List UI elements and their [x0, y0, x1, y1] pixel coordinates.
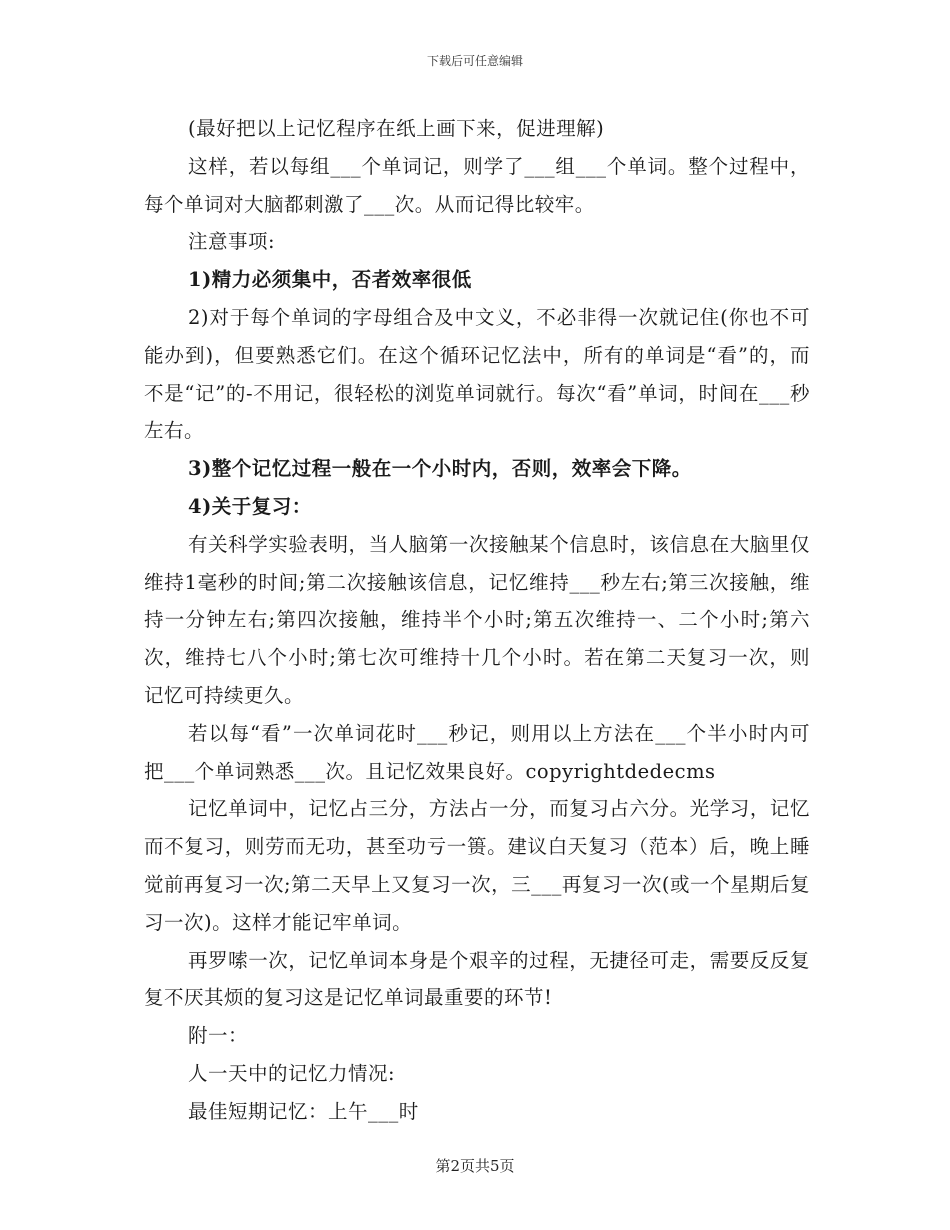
paragraph-12: 附一： — [188, 1024, 249, 1048]
paragraph-11: 再罗嗦一次，记忆单词本身是个艰辛的过程，无捷径可走，需要反反复复不厌其烦的复习这是记忆单词最重要的环节! — [144, 948, 810, 1010]
paragraph-9: 若以每“看”一次单词花时___秒记，则用以上方法在___个半小时内可把___个单词熟悉___次。且记忆效果良好。copyrightdedecms — [144, 721, 810, 783]
paragraph-13: 人一天中的记忆力情况: — [188, 1061, 396, 1085]
paragraph-14: 最佳短期记忆：上午___时 — [188, 1099, 419, 1123]
page-number: 第2页共5页 — [435, 1157, 515, 1175]
paragraph-3: 注意事项: — [188, 230, 276, 254]
paragraph-5: 2)对于每个单词的字母组合及中文义，不必非得一次就记住(你也不可能办到)，但要熟悉它们。在这个循环记忆法中，所有的单词是“看”的，而不是“记”的-不用记，很轻松的浏览单词就行。每次“看”单词，时间在___秒左右。 — [144, 305, 810, 443]
paragraph-10: 记忆单词中，记忆占三分，方法占一分，而复习占六分。光学习，记忆而不复习，则劳而无功，甚至功亏一篑。建议白天复习（范本）后，晚上睡觉前再复习一次;第二天早上又复习一次，三___再复习一次(或一个星期后复习一次)。这样才能记牢单词。 — [144, 797, 810, 934]
paragraph-6: 3)整个记忆过程一般在一个小时内，否则，效率会下降。 — [188, 457, 692, 481]
paragraph-7: 4)关于复习： — [188, 494, 312, 518]
paragraph-2: 这样，若以每组___个单词记，则学了___组___个单词。整个过程中，每个单词对大脑都刺激了___次。从而记得比较牢。 — [144, 154, 810, 216]
page-header-note: 下载后可任意编辑 — [426, 54, 523, 68]
paragraph-4: 1)精力必须集中，否者效率很低 — [188, 268, 472, 292]
paragraph-8: 有关科学实验表明，当人脑第一次接触某个信息时，该信息在大脑里仅维持1毫秒的时间;第二次接触该信息，记忆维持___秒左右;第三次接触，维持一分钟左右;第四次接触，维持半个小时;第五次维持一、二个小时;第六次，维持七八个小时;第七次可维持十几个小时。若在第二天复习一次，则记忆可持续更久。 — [144, 532, 810, 707]
paragraph-1: (最好把以上记忆程序在纸上画下来，促进理解) — [188, 117, 605, 140]
document-body — [144, 110, 810, 1131]
